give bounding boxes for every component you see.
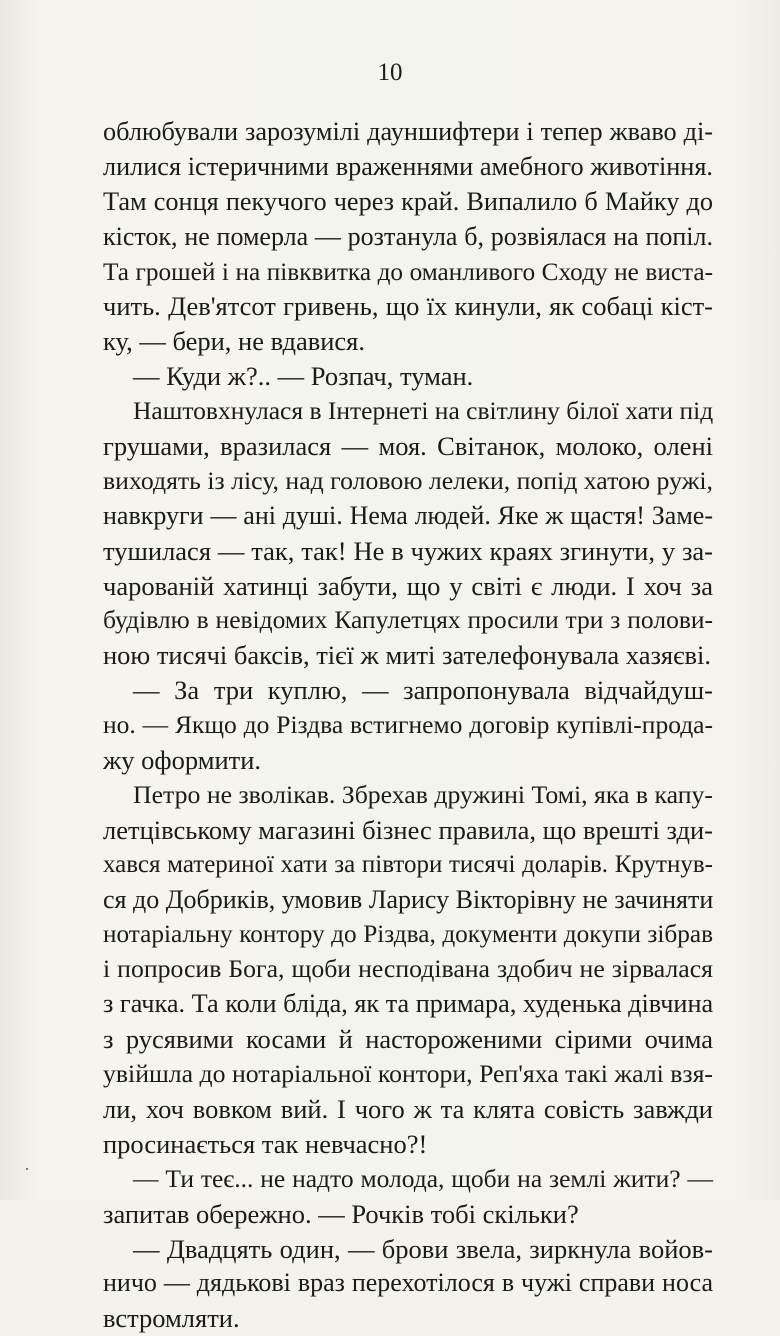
text-line: ку, — бери, не вдавися.	[103, 326, 365, 357]
text-line: — Двадцять один, — брови звела, зиркнула войов-	[133, 1233, 713, 1264]
text-line: грушами, вразилася — моя. Світанок, молоко, олені	[103, 431, 713, 462]
text-line: встромляти.	[103, 1303, 240, 1334]
text-line: хався материної хати за півтори тисячі доларів. Крутнув-	[103, 850, 713, 878]
text-line: Петро не зволікав. Збрехав дружині Томі, яка в капу-	[133, 779, 713, 809]
page-number: 10	[377, 59, 403, 86]
text-line: запитав обережно. — Рочків тобі скільки?	[103, 1198, 579, 1229]
text-line: просинається так невчасно?!	[103, 1128, 428, 1159]
text-line: ною тисячі баксів, тієї ж миті зателефонувала хазяєві.	[103, 640, 711, 671]
text-line: жу оформити.	[103, 745, 262, 776]
text-line: — За три куплю, — запропонувала відчайдуш-	[133, 675, 713, 706]
text-line: Там сонця пекучого через край. Випалило б Майку до	[103, 186, 713, 216]
body-text	[103, 115, 713, 1336]
text-line: облюбували зарозумілі дауншифтери і тепер жваво ді-	[103, 117, 713, 146]
text-line: летцівському магазині бізнес правила, що врешті зди-	[103, 814, 713, 845]
text-line: з русявими косами й настороженими сірими очима	[103, 1024, 713, 1055]
text-line: і попросив Бога, щоби несподівана здобич не зірвалася	[103, 954, 713, 984]
text-line: чарованій хатинці забути, що у світі є люди. І хоч за	[103, 570, 713, 601]
paper-speck	[26, 1168, 28, 1170]
text-line: ли, хоч вовком вий. І чого ж та клята совість завжди	[103, 1093, 713, 1124]
text-line: ничо — дядькові враз перехотілося в чужі справи носа	[103, 1268, 713, 1298]
text-line: лилися істеричними враженнями амебного животіння.	[103, 151, 713, 181]
text-line: виходять із лісу, над головою лелеки, попід хатою ружі,	[103, 465, 713, 495]
text-line: Та грошей і на півквитка до оманливого Сходу не виста-	[103, 257, 713, 286]
text-line: навкруги — ані душі. Нема людей. Яке ж щастя! Заме-	[103, 500, 713, 530]
text-line: чить. Дев'ятсот гривень, що їх кинули, як собаці кіст-	[103, 291, 713, 322]
text-line: будівлю в невідомих Капулетцях просили три з полови-	[103, 605, 713, 635]
text-line: ся до Добриків, умовив Ларису Вікторівну не зачиняти	[103, 884, 714, 914]
text-line: з гачка. Та коли бліда, як та примара, худенька дівчина	[103, 989, 714, 1019]
text-line: Наштовхнулася в Інтернеті на світлину білої хати під	[133, 396, 714, 426]
text-line: нотаріальну контору до Різдва, документи докупи зібрав	[103, 920, 713, 949]
text-line: увійшла до нотаріальної контори, Реп'яха такі жалі взя-	[103, 1059, 713, 1089]
text-line: тушилася — так, так! Не в чужих краях згинути, у за-	[103, 535, 713, 566]
text-line: — Ти теє... не надто молода, щоби на землі жити? —	[133, 1163, 713, 1193]
text-line: кісток, не померла — розтанула б, розвіялася на попіл.	[103, 221, 713, 251]
text-line: но. — Якщо до Різдва встигнемо договір купівлі-прода-	[103, 710, 713, 740]
text-line: — Куди ж?.. — Розпач, туман.	[133, 361, 474, 392]
